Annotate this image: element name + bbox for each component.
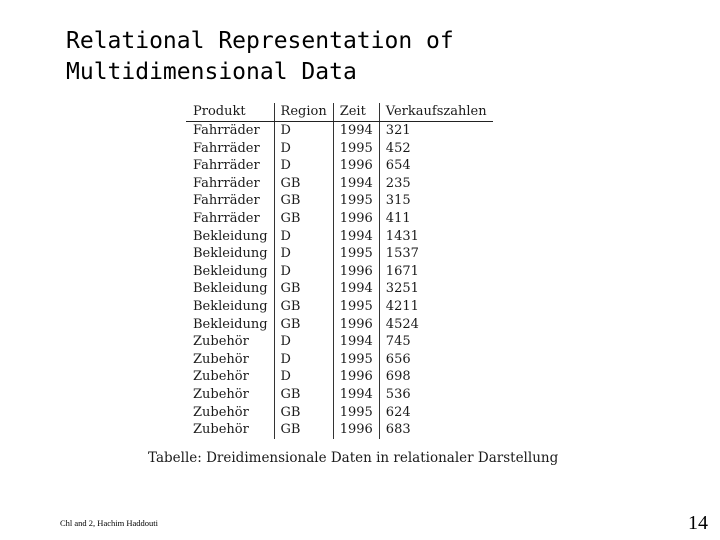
cell-produkt: Fahrräder [193,193,260,209]
table-row [186,228,493,246]
cell-zeit: 1994 [333,333,379,351]
header-region: Region [274,103,333,122]
cell-region: D [274,157,333,175]
cell-produkt: Bekleidung [193,263,268,279]
cell-verkaufszahlen: 624 [379,404,492,422]
table-row [186,316,493,334]
cell-region: D [274,122,333,140]
cell-region: GB [274,192,333,210]
table-body [186,122,493,439]
cell-zeit: 1996 [333,263,379,281]
cell-zeit: 1996 [333,316,379,334]
table-row [186,192,493,210]
cell-verkaufszahlen: 4524 [379,316,492,334]
cell-verkaufszahlen: 4211 [379,298,492,316]
cell-region: D [274,368,333,386]
cell-zeit: 1995 [333,404,379,422]
cell-produkt: Fahrräder [193,140,260,156]
table-row [186,404,493,422]
sales-table-container [186,103,493,439]
table-row [186,280,493,298]
cell-zeit: 1994 [333,175,379,193]
cell-produkt: Bekleidung [193,228,268,244]
cell-region: D [274,333,333,351]
table-row [186,175,493,193]
cell-region: GB [274,386,333,404]
table-row [186,245,493,263]
cell-produkt: Zubehör [193,422,249,438]
table-header-row [186,103,493,122]
table-row [186,298,493,316]
table-row [186,140,493,158]
cell-verkaufszahlen: 698 [379,368,492,386]
sales-table [186,103,493,439]
cell-produkt: Zubehör [193,369,249,385]
cell-verkaufszahlen: 321 [379,122,492,140]
cell-verkaufszahlen: 745 [379,333,492,351]
cell-produkt: Bekleidung [193,281,268,297]
cell-zeit: 1995 [333,140,379,158]
cell-region: GB [274,316,333,334]
cell-verkaufszahlen: 411 [379,210,492,228]
table-row [186,386,493,404]
cell-region: D [274,351,333,369]
table-row [186,351,493,369]
cell-verkaufszahlen: 315 [379,192,492,210]
cell-verkaufszahlen: 452 [379,140,492,158]
cell-produkt: Bekleidung [193,316,268,332]
cell-region: GB [274,404,333,422]
cell-region: GB [274,280,333,298]
cell-region: GB [274,175,333,193]
cell-zeit: 1996 [333,157,379,175]
cell-zeit: 1994 [333,386,379,404]
cell-verkaufszahlen: 235 [379,175,492,193]
cell-produkt: Zubehör [193,404,249,420]
cell-verkaufszahlen: 1671 [379,263,492,281]
cell-region: D [274,263,333,281]
cell-region: D [274,245,333,263]
cell-produkt: Zubehör [193,334,249,350]
cell-zeit: 1995 [333,351,379,369]
header-zeit: Zeit [333,103,379,122]
cell-produkt: Bekleidung [193,298,268,314]
table-row [186,263,493,281]
cell-produkt: Fahrräder [193,210,260,226]
table-row [186,333,493,351]
cell-region: GB [274,421,333,439]
cell-produkt: Fahrräder [193,175,260,191]
cell-region: D [274,140,333,158]
cell-verkaufszahlen: 1537 [379,245,492,263]
table-row [186,368,493,386]
cell-region: GB [274,210,333,228]
cell-zeit: 1994 [333,228,379,246]
cell-verkaufszahlen: 654 [379,157,492,175]
page-number: 14 [688,512,708,534]
cell-produkt: Zubehör [193,386,249,402]
cell-region: GB [274,298,333,316]
slide-footer: Chl and 2, Hachim Haddouti [60,518,158,528]
cell-verkaufszahlen: 683 [379,421,492,439]
cell-zeit: 1996 [333,210,379,228]
cell-region: D [274,228,333,246]
cell-verkaufszahlen: 656 [379,351,492,369]
cell-produkt: Zubehör [193,351,249,367]
cell-verkaufszahlen: 3251 [379,280,492,298]
cell-zeit: 1996 [333,421,379,439]
table-row [186,210,493,228]
slide-title-line-2: Multidimensional Data [66,59,357,85]
header-produkt: Produkt [186,103,274,122]
cell-verkaufszahlen: 1431 [379,228,492,246]
table-row [186,122,493,140]
cell-zeit: 1995 [333,245,379,263]
cell-zeit: 1996 [333,368,379,386]
table-caption: Tabelle: Dreidimensionale Daten in relationaler Darstellung [148,450,559,466]
table-row [186,421,493,439]
cell-zeit: 1994 [333,122,379,140]
cell-zeit: 1995 [333,192,379,210]
table-row [186,157,493,175]
cell-zeit: 1994 [333,280,379,298]
cell-zeit: 1995 [333,298,379,316]
cell-verkaufszahlen: 536 [379,386,492,404]
slide-title [66,26,454,88]
cell-produkt: Fahrräder [193,123,260,138]
cell-produkt: Fahrräder [193,158,260,174]
header-verkaufszahlen: Verkaufszahlen [379,103,492,122]
slide-title-line-1: Relational Representation of [66,28,454,54]
cell-produkt: Bekleidung [193,246,268,262]
